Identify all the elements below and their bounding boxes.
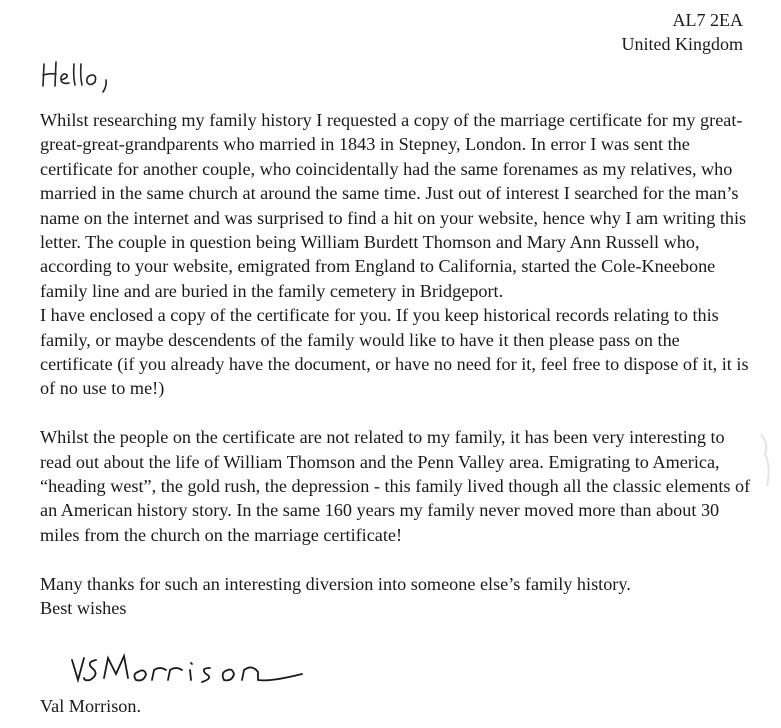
handwritten-signature [70, 650, 306, 686]
paper-smudge [759, 430, 775, 490]
address-country: United Kingdom [621, 34, 743, 54]
handwritten-greeting [40, 56, 130, 96]
printed-name: Val Morrison. [40, 696, 142, 716]
body-paragraph-2: I have enclosed a copy of the certificate for you. If you keep historical records relating to this family, or maybe descendents of the family would like to have it then please pass on the certificate (if you already have the document, or have no need for it, feel free to dispose of it, it is of no use to me!) [40, 305, 749, 399]
body-paragraph-3: Whilst the people on the certificate are not related to my family, it has been very interesting to read out about the life of William Thomson and the Penn Valley area. Emigrating to America, “heading west”, the gold rush, the depression - this family lived though all the classic elements of an American history story. In the same 160 years my family never moved more than about 30 miles from the church on the marriage certificate! [40, 427, 751, 545]
handwritten-greeting-glyphs [40, 56, 130, 96]
signature-glyphs [70, 650, 306, 686]
body-paragraph-4: Many thanks for such an interesting diversion into someone else’s family history. [40, 573, 631, 594]
paragraph-spacer [40, 547, 752, 571]
sender-address [622, 8, 744, 56]
body-paragraph-1: Whilst researching my family history I requested a copy of the marriage certificate for my great-great-great-grandparents who married in 1843 in Stepney, London. In error I was sent the certificate for another couple, who coincidentally had the same forenames as my relatives, who married in the same church at around the same time. Just out of interest I searched for the man’s name on the internet and was surprised to find a hit on your website, hence why I am writing this letter. The couple in question being William Burdett Thomson and Mary Ann Russell who, according to your website, emigrated from England to California, started the Cole-Kneebone family line and are buried in the family cemetery in Bridgeport. [40, 110, 747, 301]
closing-line: Best wishes [40, 598, 127, 619]
letter-body [40, 108, 752, 621]
address-postcode: AL7 2EA [672, 10, 743, 30]
paragraph-spacer [40, 401, 752, 425]
